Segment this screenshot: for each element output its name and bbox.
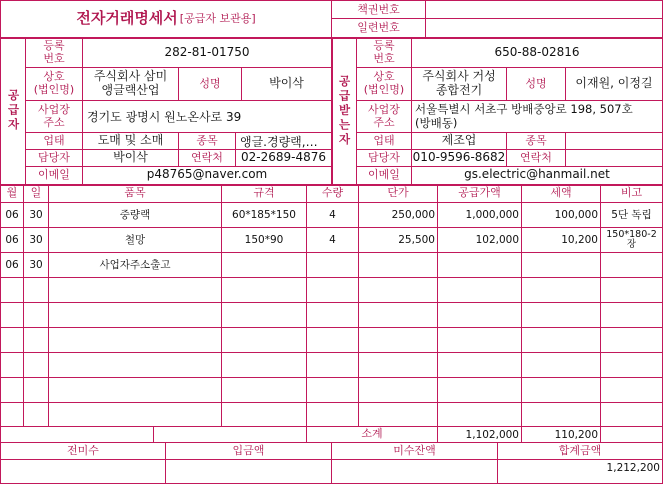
grid-line bbox=[82, 37, 83, 185]
col-header-qty: 수량 bbox=[321, 186, 344, 200]
grid-line bbox=[331, 37, 333, 185]
item-name: 사업자주소출고 bbox=[99, 258, 171, 271]
item-name: 중량랙 bbox=[119, 208, 151, 221]
grid-line bbox=[356, 37, 357, 185]
buyer-manager-label: 담당자 bbox=[368, 150, 400, 164]
received-value bbox=[166, 460, 331, 476]
grid-line bbox=[0, 402, 663, 403]
grid-line bbox=[0, 277, 663, 278]
col-header-day: 일 bbox=[30, 186, 42, 200]
grid-line bbox=[25, 67, 332, 68]
col-header-item: 품목 bbox=[124, 186, 146, 200]
supplier-business-item: 앵글.경량랙,… bbox=[240, 134, 318, 149]
supplier-contact-label: 연락처 bbox=[191, 150, 223, 164]
col-header-note: 비고 bbox=[620, 186, 643, 200]
buyer-side-label: 공급받는자 bbox=[337, 74, 352, 148]
buyer-company-label: 상호 (법인명) bbox=[363, 70, 405, 96]
grid-line bbox=[358, 184, 359, 427]
grid-line bbox=[221, 184, 222, 427]
grid-line bbox=[411, 37, 412, 185]
supplier-company: 주식회사 삼미 앵글랙산업 bbox=[93, 69, 168, 97]
grid-line bbox=[153, 426, 154, 443]
subtotal-label: 소계 bbox=[361, 427, 383, 441]
grid-line bbox=[25, 166, 332, 167]
supplier-reg-label: 등록 번호 bbox=[43, 38, 65, 65]
grid-line bbox=[25, 37, 26, 185]
grid-line bbox=[565, 67, 566, 101]
document-subtitle: [공급자 보관용] bbox=[179, 11, 256, 25]
item-note bbox=[601, 253, 662, 277]
buyer-reg-number: 650-88-02816 bbox=[494, 44, 580, 59]
grid-line bbox=[48, 184, 49, 427]
unpaid-label: 전미수 bbox=[67, 443, 99, 457]
grid-line bbox=[425, 0, 426, 38]
buyer-business-item bbox=[566, 133, 662, 149]
supplier-manager-label: 담당자 bbox=[38, 150, 70, 164]
buyer-address-label: 사업장 주소 bbox=[368, 102, 400, 129]
grid-line bbox=[178, 67, 179, 101]
grid-line bbox=[331, 0, 332, 38]
grid-line bbox=[600, 426, 601, 443]
grid-line bbox=[165, 442, 166, 484]
item-month: 06 bbox=[5, 233, 19, 246]
grid-line bbox=[0, 202, 663, 203]
grid-line bbox=[306, 184, 307, 427]
subtotal-tax: 110,200 bbox=[554, 428, 598, 441]
buyer-email-label: 이메일 bbox=[368, 167, 400, 181]
grid-line bbox=[23, 184, 24, 427]
col-header-tax: 세액 bbox=[550, 186, 572, 200]
grid-line bbox=[356, 149, 663, 150]
item-qty: 4 bbox=[329, 233, 336, 246]
serial-number-label: 일련번호 bbox=[357, 20, 400, 34]
grid-line bbox=[0, 184, 663, 186]
supplier-email: p48765@naver.com bbox=[146, 167, 268, 182]
received-label: 입금액 bbox=[232, 443, 265, 457]
grid-line bbox=[521, 184, 522, 427]
outstanding-value bbox=[332, 460, 497, 476]
total-label: 합계금액 bbox=[558, 443, 602, 457]
total-value: 1,212,200 bbox=[606, 462, 660, 474]
book-number-value bbox=[426, 1, 662, 19]
col-header-supply-amount: 공급가액 bbox=[458, 186, 501, 200]
supplier-business-type: 도매 및 소매 bbox=[97, 133, 164, 148]
item-note: 5단 독립 bbox=[611, 208, 652, 221]
buyer-manager: 010-9596-8682 bbox=[412, 150, 506, 165]
grid-line bbox=[521, 426, 522, 443]
grid-line bbox=[356, 100, 663, 101]
grid-line bbox=[331, 442, 332, 484]
item-tax bbox=[522, 253, 600, 277]
grid-line bbox=[356, 132, 663, 133]
item-qty bbox=[307, 253, 358, 277]
item-tax: 10,200 bbox=[561, 234, 598, 246]
supplier-side-label: 공급자 bbox=[6, 89, 21, 133]
grid-line bbox=[25, 100, 332, 101]
grid-line bbox=[437, 426, 438, 443]
grid-line bbox=[0, 352, 663, 353]
col-header-month: 월 bbox=[6, 186, 18, 200]
supplier-rep-name: 박이삭 bbox=[269, 76, 304, 91]
supplier-manager: 박이삭 bbox=[113, 150, 148, 165]
col-header-unit-price: 단가 bbox=[387, 186, 409, 200]
item-supply-amount: 1,000,000 bbox=[465, 209, 519, 221]
grid-line bbox=[0, 252, 663, 253]
grid-line bbox=[0, 377, 663, 378]
item-supply-amount: 102,000 bbox=[475, 234, 519, 246]
item-name: 철망 bbox=[124, 233, 146, 246]
buyer-business-type-label: 업태 bbox=[373, 133, 395, 147]
grid-line bbox=[25, 132, 332, 133]
grid-line bbox=[506, 67, 507, 101]
unpaid-value bbox=[1, 460, 165, 476]
item-month: 06 bbox=[5, 258, 19, 271]
item-day: 30 bbox=[29, 208, 43, 221]
item-spec: 60*185*150 bbox=[232, 208, 296, 221]
grid-line bbox=[437, 184, 438, 427]
item-unit-price: 25,500 bbox=[398, 234, 435, 246]
item-supply-amount bbox=[438, 253, 521, 277]
grid-line bbox=[331, 18, 663, 19]
item-qty: 4 bbox=[329, 208, 336, 221]
supplier-address: 경기도 광명시 원노온사로 39 bbox=[87, 110, 242, 124]
serial-number-value bbox=[426, 19, 662, 37]
supplier-company-label: 상호 (법인명) bbox=[33, 70, 75, 96]
supplier-reg-number: 282-81-01750 bbox=[164, 44, 250, 59]
item-day: 30 bbox=[29, 233, 43, 246]
grid-line bbox=[0, 302, 663, 303]
buyer-business-item-label: 종목 bbox=[525, 133, 547, 147]
grid-line bbox=[0, 227, 663, 228]
document-title: 전자거래명세서 bbox=[76, 9, 178, 28]
document-title-cell bbox=[1, 1, 331, 37]
grid-line bbox=[25, 149, 332, 150]
grid-line bbox=[241, 67, 242, 101]
grid-line bbox=[497, 442, 498, 484]
grid-line bbox=[600, 184, 601, 427]
supplier-rep-label: 성명 bbox=[199, 76, 221, 90]
grid-line bbox=[356, 166, 663, 167]
buyer-rep-label: 성명 bbox=[525, 76, 547, 90]
item-unit-price: 250,000 bbox=[391, 209, 435, 221]
outstanding-label: 미수잔액 bbox=[393, 443, 436, 457]
supplier-address-label: 사업장 주소 bbox=[38, 102, 70, 129]
buyer-contact bbox=[566, 150, 662, 166]
grid-line bbox=[0, 0, 1, 484]
buyer-business-type: 제조업 bbox=[441, 133, 477, 148]
item-month: 06 bbox=[5, 208, 19, 221]
supplier-business-type-label: 업태 bbox=[43, 133, 65, 147]
item-note: 150*180-2 장 bbox=[606, 229, 657, 250]
item-spec bbox=[222, 253, 306, 277]
supplier-contact: 02-2689-4876 bbox=[240, 150, 326, 165]
supplier-email-label: 이메일 bbox=[38, 167, 70, 181]
buyer-contact-label: 연락처 bbox=[520, 150, 552, 164]
buyer-rep-name: 이재원, 이정길 bbox=[575, 76, 653, 91]
buyer-company: 주식회사 거성 종합전기 bbox=[422, 69, 496, 97]
grid-line bbox=[356, 67, 663, 68]
item-unit-price bbox=[359, 253, 437, 277]
supplier-business-item-label: 종목 bbox=[196, 133, 218, 147]
item-spec: 150*90 bbox=[244, 233, 284, 246]
item-tax: 100,000 bbox=[554, 209, 598, 221]
buyer-email: gs.electric@hanmail.net bbox=[464, 167, 610, 182]
grid-line bbox=[0, 426, 663, 427]
item-day: 30 bbox=[29, 258, 43, 271]
subtotal-supply-amount: 1,102,000 bbox=[465, 428, 519, 441]
grid-line bbox=[306, 426, 307, 443]
buyer-reg-label: 등록 번호 bbox=[373, 38, 395, 65]
book-number-label: 책권번호 bbox=[357, 2, 400, 16]
buyer-address: 서울특별시 서초구 방배중앙로 198, 507호 (방배동) bbox=[415, 102, 633, 130]
col-header-spec: 규격 bbox=[253, 186, 275, 200]
grid-line bbox=[0, 327, 663, 328]
